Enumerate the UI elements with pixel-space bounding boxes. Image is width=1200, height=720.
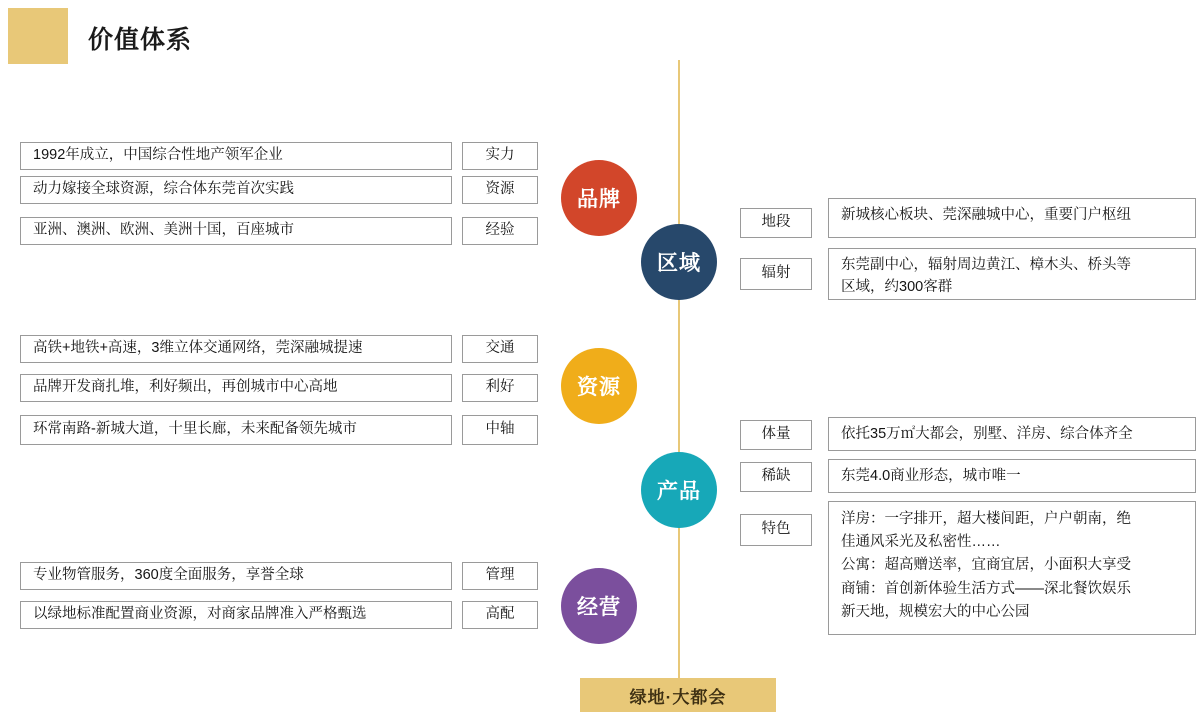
brand-text-1: 动力嫁接全球资源，综合体东莞首次实践: [20, 176, 452, 204]
header-accent-bar: [8, 8, 68, 64]
footer-brand-label: 绿地·大都会: [580, 678, 776, 712]
region-tag-1: 辐射: [740, 258, 812, 290]
region-text-1-line-1: 区域，约300客群: [841, 278, 953, 295]
region-text-0: [828, 198, 1196, 238]
resource-text-2: 环常南路-新城大道，十里长廊，未来配备领先城市: [20, 415, 452, 445]
operation-text-0: 专业物管服务，360度全面服务，享誉全球: [20, 562, 452, 590]
product-tag-2: 特色: [740, 514, 812, 546]
node-resource[interactable]: 资源: [561, 348, 637, 424]
resource-tag-2: 中轴: [462, 415, 538, 445]
resource-tag-0: 交通: [462, 335, 538, 363]
product-text-0: [828, 417, 1196, 451]
brand-tag-2: 经验: [462, 217, 538, 245]
product-tag-1: 稀缺: [740, 462, 812, 492]
region-text-0-line-0: 新城核心板块、莞深融城中心，重要门户枢纽: [841, 207, 1131, 223]
brand-text-0: 1992年成立，中国综合性地产领军企业: [20, 142, 452, 170]
node-brand[interactable]: 品牌: [561, 160, 637, 236]
page-title: 价值体系: [88, 26, 193, 54]
brand-text-2: 亚洲、澳洲、欧洲、美洲十国，百座城市: [20, 217, 452, 245]
resource-text-1: 品牌开发商扎堆，利好频出，再创城市中心高地: [20, 374, 452, 402]
brand-tag-0: 实力: [462, 142, 538, 170]
center-spine-line: [678, 60, 680, 680]
node-region[interactable]: 区域: [641, 224, 717, 300]
node-product[interactable]: 产品: [641, 452, 717, 528]
brand-tag-1: 资源: [462, 176, 538, 204]
resource-tag-1: 利好: [462, 374, 538, 402]
product-text-2: [828, 501, 1196, 635]
product-text-2-line-1: 佳通风采光及私密性……: [841, 534, 1001, 551]
product-text-1-line-0: 东莞4.0商业形态，城市唯一: [841, 468, 1021, 484]
region-tag-0: 地段: [740, 208, 812, 238]
resource-text-0: 高铁+地铁+高速，3维立体交通网络，莞深融城提速: [20, 335, 452, 363]
operation-text-1: 以绿地标准配置商业资源，对商家品牌准入严格甄选: [20, 601, 452, 629]
region-text-1-line-0: 东莞副中心，辐射周边黄江、樟木头、桥头等: [841, 257, 1131, 273]
product-text-2-line-3: 商铺：首创新体验生活方式——深北餐饮娱乐: [841, 580, 1131, 597]
product-text-1: [828, 459, 1196, 493]
region-text-1: [828, 248, 1196, 300]
operation-tag-0: 管理: [462, 562, 538, 590]
product-text-2-line-4: 新天地，规模宏大的中心公园: [841, 603, 1030, 620]
node-operation[interactable]: 经营: [561, 568, 637, 644]
product-text-2-line-2: 公寓：超高赠送率，宜商宜居，小面积大享受: [841, 557, 1131, 574]
product-tag-0: 体量: [740, 420, 812, 450]
product-text-0-line-0: 依托35万㎡大都会，别墅、洋房、综合体齐全: [841, 426, 1133, 442]
product-text-2-line-0: 洋房：一字排开，超大楼间距，户户朝南，绝: [841, 511, 1131, 527]
operation-tag-1: 高配: [462, 601, 538, 629]
